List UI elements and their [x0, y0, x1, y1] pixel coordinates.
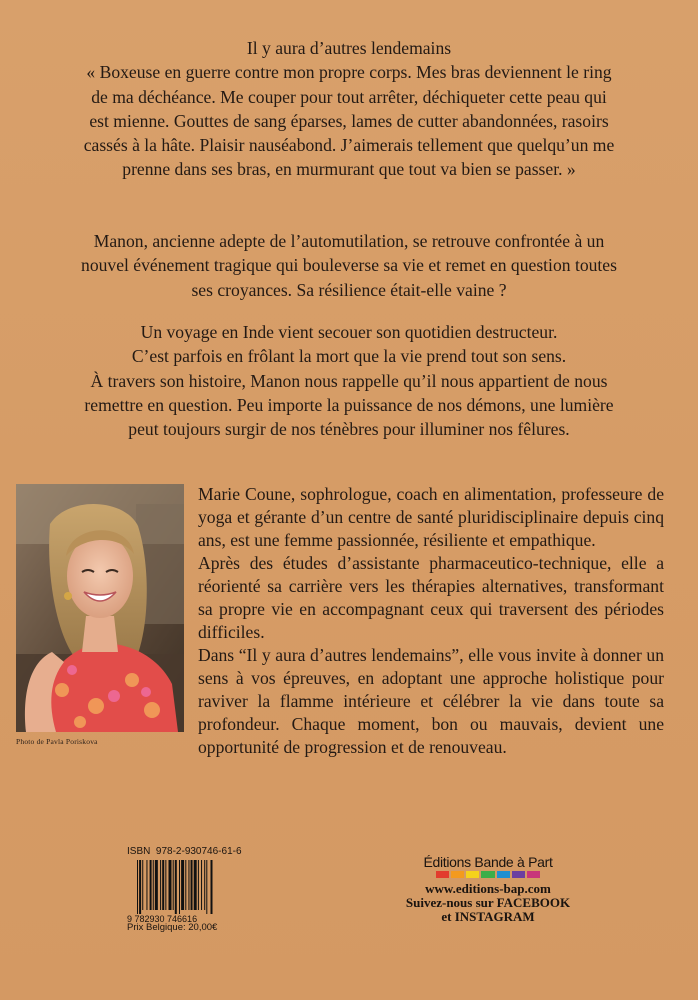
summary-line: C’est parfois en frôlant la mort que la vie prend tout son sens. — [131, 346, 567, 367]
color-bar-segment — [512, 871, 525, 878]
barcode-stripe — [181, 860, 184, 910]
barcode-stripe — [175, 860, 177, 914]
barcode-stripe — [185, 860, 186, 910]
color-bar-segment — [451, 871, 464, 878]
quote-line: prenne dans ses bras, en murmurant que tout va bien se passer. » — [122, 159, 576, 180]
isbn-label: ISBN — [127, 846, 151, 857]
quote-line: de ma déchéance. Me couper pour tout arrêter, déchiqueter cette peau qui — [91, 86, 607, 107]
barcode-stripe — [160, 860, 161, 910]
publisher-website: www.editions-bap.com — [425, 881, 551, 896]
summary-line: À travers son histoire, Manon nous rappelle qu’il nous appartient de nous — [90, 370, 608, 391]
barcode-stripe — [194, 860, 197, 910]
barcode-stripe — [169, 860, 172, 910]
barcode-stripe — [188, 860, 189, 910]
barcode-stripe — [162, 860, 164, 910]
summary-line: Un voyage en Inde vient secouer son quotidien destructeur. — [140, 322, 558, 342]
author-bio — [198, 483, 664, 759]
barcode-stripe — [146, 860, 147, 910]
barcode-stripe — [137, 860, 138, 914]
quote-line: cassés à la hâte. Plaisir nauséabond. J’aimerais tellement que quelqu’un me — [83, 135, 615, 156]
bio-paragraph: Marie Coune, sophrologue, coach en alimentation, professeure de yoga et gérante d’un centre de santé pluridisciplinaire depuis cinq ans, est une femme passionnée, résiliente et empathique. — [198, 484, 664, 550]
color-bar-segment — [527, 871, 540, 878]
barcode-stripe — [153, 860, 154, 910]
barcode-stripe — [204, 860, 205, 910]
color-bar-segment — [497, 871, 510, 878]
barcode-stripe — [165, 860, 166, 910]
barcode-stripe — [173, 860, 174, 910]
barcode-stripe — [211, 860, 213, 914]
summary-quote — [40, 36, 658, 182]
quote-line: est mienne. Gouttes de sang éparses, lames de cutter abandonnées, rasoirs — [89, 110, 609, 131]
bio-paragraph: Après des études d’assistante pharmaceutico-technique, elle a réorienté sa carrière vers les thérapies alternatives, transformant sa propre vie en accompagnant ceux qui traversent des périodes difficiles. — [198, 553, 664, 642]
barcode-stripe — [142, 860, 143, 910]
summary-manon — [40, 229, 658, 302]
summary-line: peut toujours surgir de nos ténèbres pour illuminer nos fêlures. — [128, 419, 570, 440]
summary-voyage — [40, 320, 658, 441]
photo-credit: Photo de Pavla Poriskova — [16, 737, 98, 746]
summary-line: remettre en question. Peu importe la puissance de nos démons, une lumière — [84, 394, 614, 415]
publisher-social-line: et INSTAGRAM — [441, 909, 535, 924]
isbn-number: 978-2-930746-61-6 — [155, 846, 242, 857]
barcode-stripe — [150, 860, 152, 910]
publisher-block — [398, 854, 578, 924]
publisher-logo-name: Éditions Bande à Part — [423, 854, 553, 870]
barcode-stripe — [198, 860, 199, 910]
color-bar-segment — [481, 871, 494, 878]
summary-line: Manon, ancienne adepte de l’automutilation, se retrouve confrontée à un — [93, 231, 605, 251]
author-photo — [16, 484, 184, 732]
quote-line: « Boxeuse en guerre contre mon propre corps. Mes bras deviennent le ring — [86, 62, 612, 83]
barcode-stripe — [206, 860, 207, 914]
book-title-line: Il y aura d’autres lendemains — [246, 38, 452, 58]
color-bar-segment — [466, 871, 479, 878]
summary-line: ses croyances. Sa résilience était-elle vaine ? — [191, 279, 507, 300]
isbn-line — [127, 846, 242, 857]
price: Prix Belgique: 20,00€ — [127, 922, 218, 933]
barcode-stripe — [201, 860, 202, 910]
barcode-stripe — [179, 860, 180, 914]
bio-paragraph: Dans “Il y aura d’autres lendemains”, elle vous invite à donner un sens à vos épreuves, en adoptant une approche holistique pour raviver la flamme intérieure et célébrer la vie dans toute sa profondeur. Chaque moment, bon ou mauvais, devient une opportunité de progression et de renouveau. — [198, 645, 664, 757]
barcode-stripe — [139, 860, 141, 914]
color-bar-segment — [436, 871, 449, 878]
barcode-stripe — [155, 860, 158, 910]
barcode-stripe — [191, 860, 193, 910]
publisher-social-line: Suivez-nous sur FACEBOOK — [405, 895, 571, 910]
publisher-color-bar — [436, 871, 540, 878]
barcode — [137, 860, 245, 914]
summary-line: nouvel événement tragique qui bouleverse sa vie et remet en question toutes — [81, 255, 617, 276]
barcode-digits: 9 782930 746616 — [127, 914, 198, 924]
